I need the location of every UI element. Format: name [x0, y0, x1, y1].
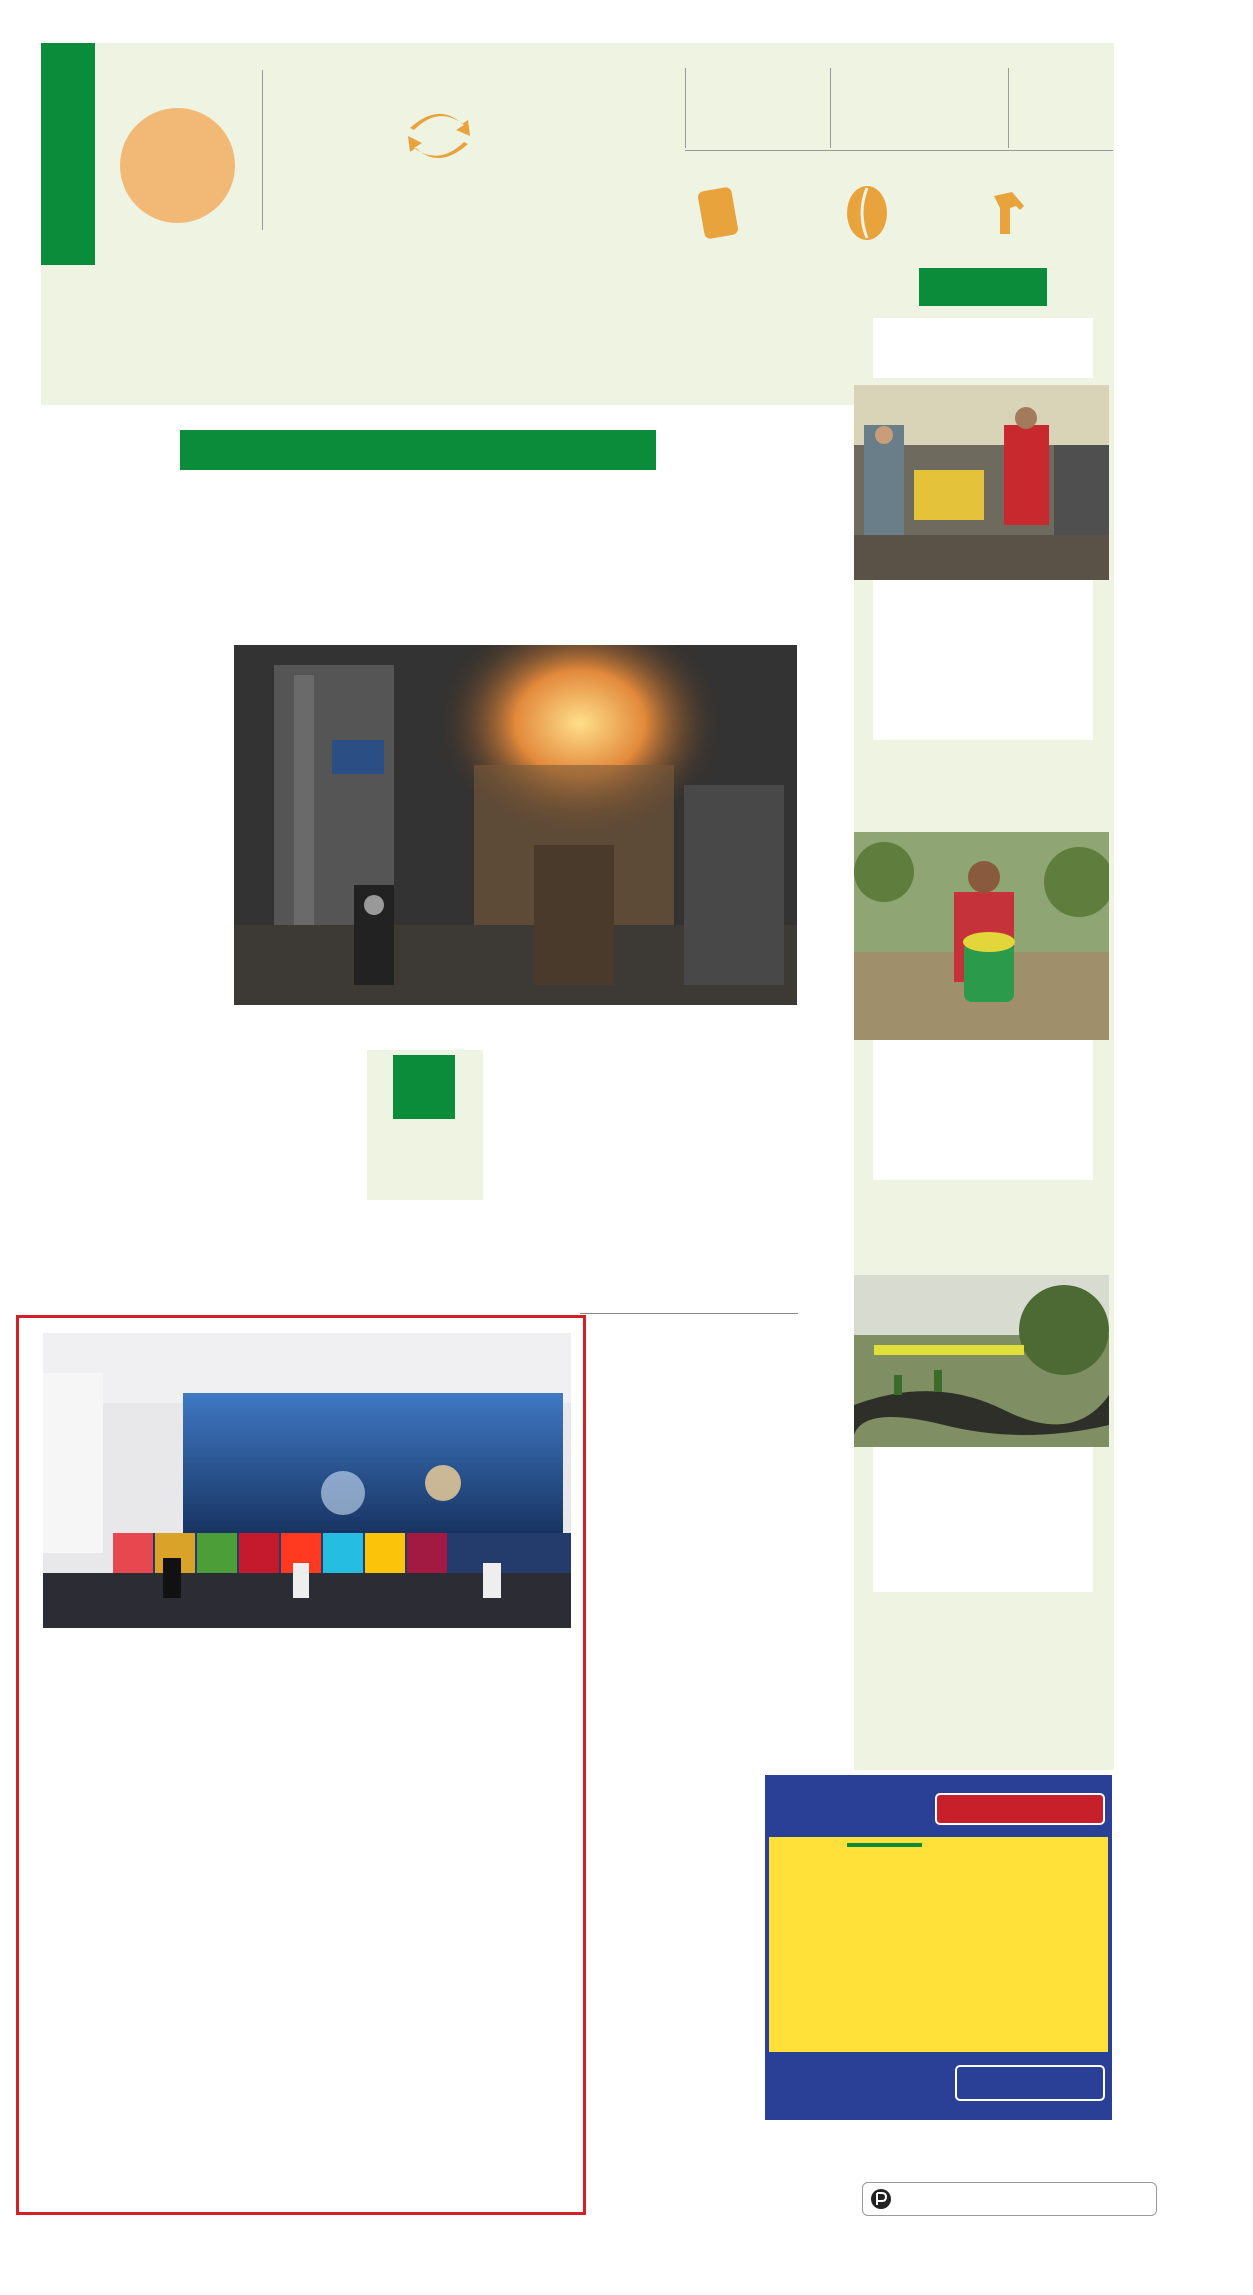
andesco-col2	[218, 1772, 390, 2198]
bolivar-circle	[120, 108, 235, 223]
lead-col3	[486, 1054, 614, 1286]
acumulado-value	[935, 1793, 1105, 1825]
oil-pipeline-photo	[854, 1275, 1109, 1447]
fuel-nozzle-icon	[990, 188, 1030, 238]
econotas-label	[919, 268, 1047, 306]
uchuva-farmer-photo	[854, 832, 1109, 1040]
congress-photo	[43, 1333, 571, 1628]
furnace-illustration	[234, 645, 797, 1005]
resultados-label	[847, 1843, 922, 1847]
lead-col1	[42, 872, 225, 1282]
steel-furnace-photo	[234, 645, 797, 1005]
brand-logo	[41, 43, 95, 265]
gas-station-photo	[854, 385, 1109, 580]
dolar-block	[275, 72, 395, 82]
petroleo-values	[745, 186, 845, 212]
cafe-values	[893, 186, 993, 212]
divider	[580, 1313, 798, 1314]
divider	[685, 150, 1113, 151]
note1-title-box	[873, 318, 1093, 378]
coffee-bean-icon	[842, 183, 892, 243]
tasa-block	[697, 68, 827, 72]
lead-col2	[234, 1054, 369, 1286]
note1-text-box	[873, 580, 1093, 740]
note3-text-box	[873, 1447, 1093, 1592]
stat-number-box	[393, 1055, 455, 1119]
uvr-block	[1020, 68, 1110, 72]
gasolina-block	[1010, 163, 1110, 169]
note2-text-box	[873, 1040, 1093, 1180]
andesco-col1	[43, 1786, 208, 2198]
congress-illustration	[43, 1333, 571, 1628]
lead-kicker	[180, 430, 656, 470]
lead-col4	[618, 1054, 796, 1286]
interes-block	[842, 68, 992, 70]
andesco-col3	[400, 1772, 572, 2198]
metales-block	[492, 90, 672, 94]
divider	[262, 70, 263, 230]
pressreader-badge	[862, 2182, 1157, 2216]
exchange-arrows-icon	[404, 100, 474, 170]
gas-station-illustration	[854, 385, 1109, 580]
lottery-ad	[765, 1775, 1112, 2120]
divider	[1008, 68, 1009, 148]
divider	[685, 68, 686, 148]
divider	[830, 68, 831, 148]
acumulado2-value	[955, 2065, 1105, 2101]
pressreader-logo-icon	[870, 2188, 892, 2210]
lottery-panel	[769, 1837, 1108, 2052]
uchuva-illustration	[854, 832, 1109, 1040]
lead-col1-first	[42, 657, 225, 875]
oil-barrel-icon	[697, 183, 739, 241]
pipeline-illustration	[854, 1275, 1109, 1447]
